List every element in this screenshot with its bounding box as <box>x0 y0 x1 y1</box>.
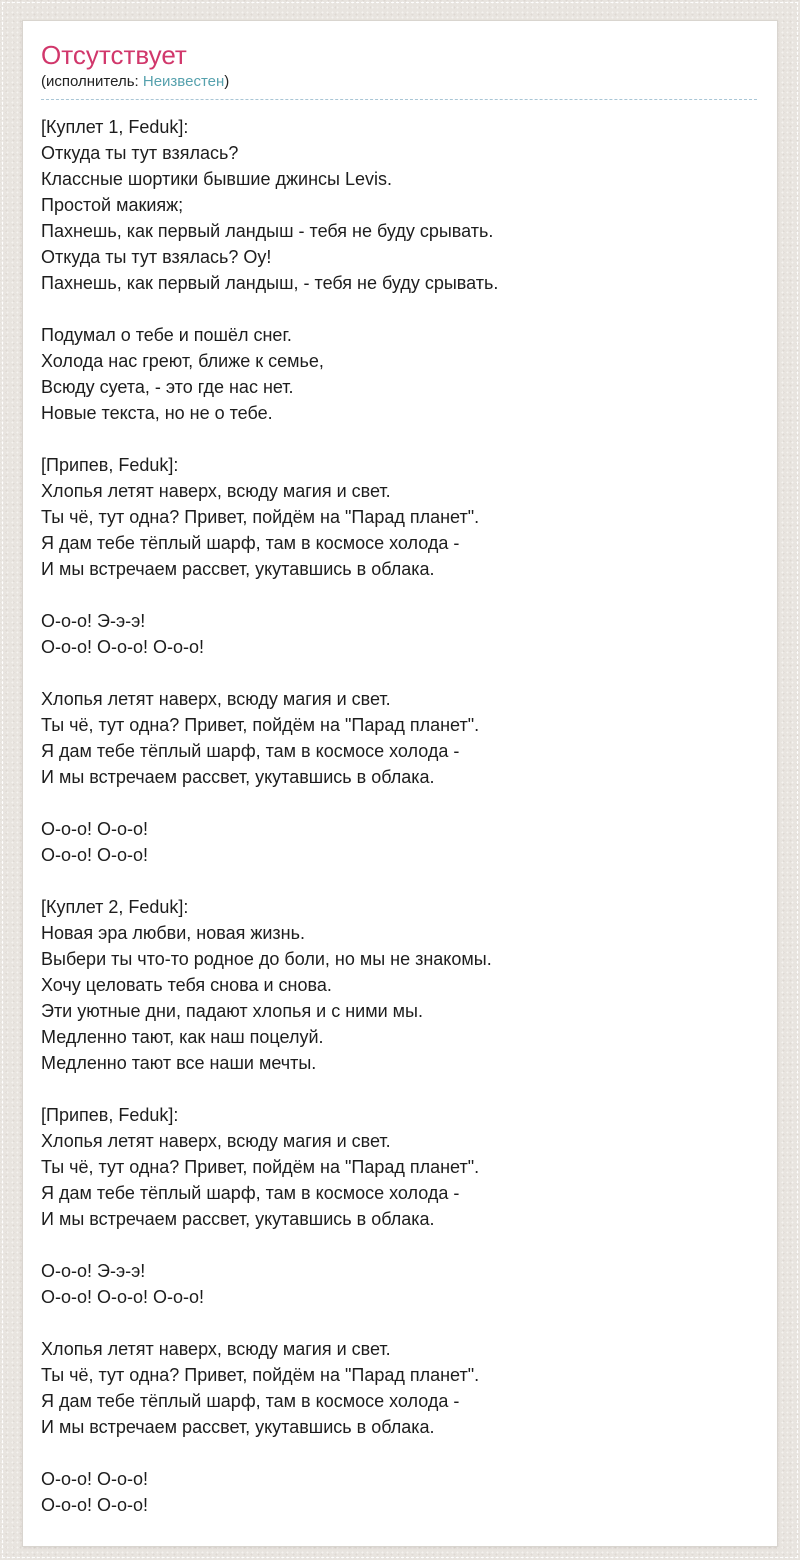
lyrics-stanza: О-о-о! Э-э-э! О-о-о! О-о-о! О-о-о! <box>41 1260 205 1307</box>
lyrics-text <box>41 114 757 1518</box>
lyrics-stanza: [Куплет 1, Feduk]: Откуда ты тут взялась? Классные шортики бывшие джинсы Levis. Простой макияж; Пахнешь, как первый ландыш - тебя не буду срывать. Откуда ты тут взялась? Оу! Пахнешь, как первый ландыш, - тебя не буду срывать. <box>41 116 499 293</box>
artist-link[interactable]: Неизвестен <box>142 72 225 90</box>
lyrics-card <box>22 20 778 1547</box>
lyrics-stanza: Подумал о тебе и пошёл снег. Холода нас греют, ближе к семье, Всюду суета, - это где нас нет. Новые текста, но не о тебе. <box>41 324 324 423</box>
lyrics-stanza: О-о-о! О-о-о! О-о-о! О-о-о! <box>41 1468 149 1515</box>
lyrics-stanza: Хлопья летят наверх, всюду магия и свет. Ты чё, тут одна? Привет, пойдём на "Парад планет". Я дам тебе тёплый шарф, там в космосе холода - И мы встречаем рассвет, укутавшись в облака. <box>41 1338 480 1437</box>
lyrics-stanza: [Куплет 2, Feduk]: Новая эра любви, новая жизнь. Выбери ты что-то родное до боли, но мы не знакомы. Хочу целовать тебя снова и снова. Эти уютные дни, падают хлопья и с ними мы. Медленно тают, как наш поцелуй. Медленно тают все наши мечты. <box>41 896 492 1073</box>
song-header <box>41 41 757 100</box>
artist-label-prefix: (исполнитель: <box>41 72 143 90</box>
lyrics-stanza: Хлопья летят наверх, всюду магия и свет. Ты чё, тут одна? Привет, пойдём на "Парад планет". Я дам тебе тёплый шарф, там в космосе холода - И мы встречаем рассвет, укутавшись в облака. <box>41 688 480 787</box>
lyrics-stanza: О-о-о! О-о-о! О-о-о! О-о-о! <box>41 818 149 865</box>
lyrics-stanza: [Припев, Feduk]: Хлопья летят наверх, всюду магия и свет. Ты чё, тут одна? Привет, пойдём на "Парад планет". Я дам тебе тёплый шарф, там в космосе холода - И мы встречаем рассвет, укутавшись в облака. <box>41 454 480 579</box>
page-title: Отсутствует <box>41 40 187 70</box>
artist-label-suffix: ) <box>224 72 230 90</box>
lyrics-stanza: О-о-о! Э-э-э! О-о-о! О-о-о! О-о-о! <box>41 610 205 657</box>
artist-line <box>41 73 757 92</box>
lyrics-stanza: [Припев, Feduk]: Хлопья летят наверх, всюду магия и свет. Ты чё, тут одна? Привет, пойдём на "Парад планет". Я дам тебе тёплый шарф, там в космосе холода - И мы встречаем рассвет, укутавшись в облака. <box>41 1104 480 1229</box>
